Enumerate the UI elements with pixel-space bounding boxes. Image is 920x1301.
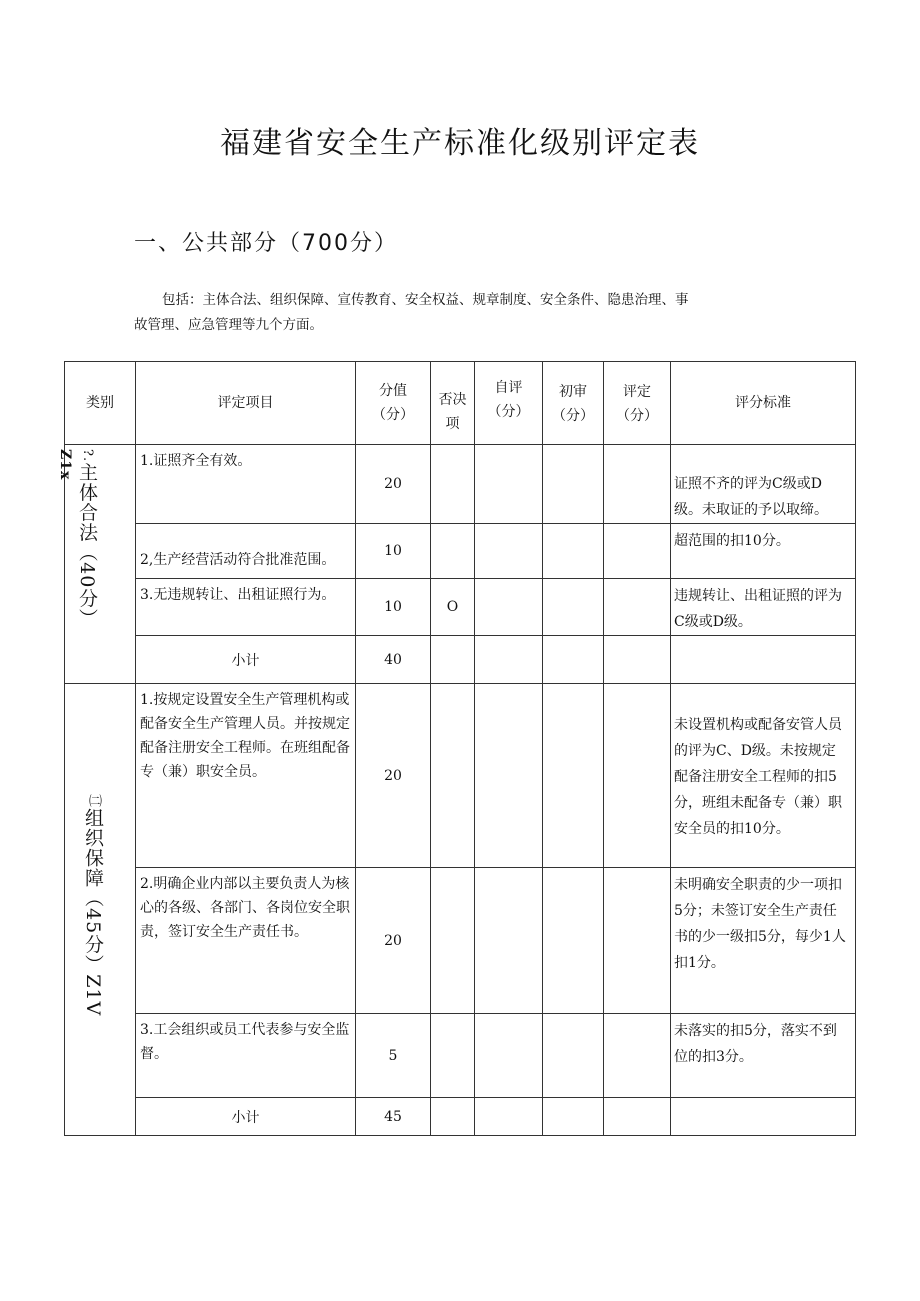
self-eval-cell[interactable] <box>475 868 543 1014</box>
item-cell: 1.按规定设置安全生产管理机构或配备安全生产管理人员。并按规定配备注册安全工程师。在班组配备专（兼）职安全员。 <box>136 684 356 868</box>
table-row <box>65 868 856 1014</box>
table-row <box>65 579 856 636</box>
initial-review-cell[interactable] <box>543 579 604 636</box>
initial-review-cell[interactable] <box>543 636 604 684</box>
section-heading: 一、公共部分（700分） <box>134 231 398 256</box>
header-category: 类别 <box>65 362 136 445</box>
header-self-eval: 自评 （分） <box>475 362 543 445</box>
category-cell <box>57 445 136 684</box>
intro-line-2: 故管理、应急管理等九个方面。 <box>134 317 323 333</box>
category-label: ㈡组织保障（45分）Z1V <box>82 794 104 1017</box>
score-cell: 20 <box>356 445 431 524</box>
final-eval-cell[interactable] <box>604 445 671 524</box>
score-cell: 10 <box>356 524 431 579</box>
category-cell <box>65 684 136 1136</box>
initial-review-cell[interactable] <box>543 1098 604 1136</box>
initial-review-cell[interactable] <box>543 684 604 868</box>
subtotal-score: 40 <box>356 636 431 684</box>
criteria-cell: 超范围的扣10分。 <box>671 524 856 579</box>
self-eval-cell[interactable] <box>475 579 543 636</box>
self-eval-cell[interactable] <box>475 1098 543 1136</box>
veto-cell <box>431 445 475 524</box>
veto-cell <box>431 1014 475 1098</box>
header-score: 分值 （分） <box>356 362 431 445</box>
category-label: ?.主体合法（40分） <box>76 449 98 629</box>
intro-line-1: 包括：主体合法、组织保障、宣传教育、安全权益、规章制度、安全条件、隐患治理、事 <box>162 292 689 308</box>
subtotal-label: 小计 <box>136 636 356 684</box>
intro-paragraph <box>134 288 784 338</box>
score-cell: 20 <box>356 684 431 868</box>
criteria-cell: 未明确安全职责的少一项扣5分；未签订安全生产责任书的少一级扣5分，每少1人扣1分。 <box>671 868 856 1014</box>
criteria-cell: 未落实的扣5分，落实不到位的扣3分。 <box>671 1014 856 1098</box>
criteria-cell <box>671 1098 856 1136</box>
criteria-cell: 违规转让、出租证照的评为C级或D级。 <box>671 579 856 636</box>
self-eval-cell[interactable] <box>475 524 543 579</box>
final-eval-cell[interactable] <box>604 684 671 868</box>
header-item: 评定项目 <box>136 362 356 445</box>
table-row <box>65 684 856 868</box>
subtotal-row <box>65 636 856 684</box>
self-eval-cell[interactable] <box>475 445 543 524</box>
subtotal-row <box>65 1098 856 1136</box>
score-cell: 5 <box>356 1014 431 1098</box>
veto-cell <box>431 636 475 684</box>
header-row <box>65 362 856 445</box>
final-eval-cell[interactable] <box>604 524 671 579</box>
item-cell: 3.无违规转让、出租证照行为。 <box>136 579 356 636</box>
self-eval-cell[interactable] <box>475 636 543 684</box>
header-criteria: 评分标准 <box>671 362 856 445</box>
veto-cell <box>431 868 475 1014</box>
criteria-cell <box>671 636 856 684</box>
self-eval-cell[interactable] <box>475 684 543 868</box>
final-eval-cell[interactable] <box>604 868 671 1014</box>
item-cell: 1.证照齐全有效。 <box>136 445 356 524</box>
veto-cell <box>431 684 475 868</box>
veto-cell <box>431 1098 475 1136</box>
veto-cell <box>431 524 475 579</box>
final-eval-cell[interactable] <box>604 636 671 684</box>
header-final-eval: 评定 （分） <box>604 362 671 445</box>
table-row <box>65 1014 856 1098</box>
item-cell: 2,生产经营活动符合批准范围。 <box>136 524 356 579</box>
table-row <box>65 445 856 524</box>
item-cell: 2.明确企业内部以主要负责人为核心的各级、各部门、各岗位安全职责，签订安全生产责任书。 <box>136 868 356 1014</box>
final-eval-cell[interactable] <box>604 579 671 636</box>
document-title: 福建省安全生产标准化级别评定表 <box>220 126 700 161</box>
subtotal-score: 45 <box>356 1098 431 1136</box>
subtotal-label: 小计 <box>136 1098 356 1136</box>
initial-review-cell[interactable] <box>543 868 604 1014</box>
criteria-cell: 未设置机构或配备安管人员的评为C、D级。未按规定配备注册安全工程师的扣5分，班组未配备专（兼）职安全员的扣10分。 <box>671 684 856 868</box>
item-cell: 3.工会组织或员工代表参与安全监督。 <box>136 1014 356 1098</box>
score-cell: 20 <box>356 868 431 1014</box>
table-row <box>65 524 856 579</box>
initial-review-cell[interactable] <box>543 445 604 524</box>
criteria-cell: 证照不齐的评为C级或D级。未取证的予以取缔。 <box>671 445 856 524</box>
final-eval-cell[interactable] <box>604 1014 671 1098</box>
veto-cell: O <box>431 579 475 636</box>
header-initial-review: 初审 （分） <box>543 362 604 445</box>
final-eval-cell[interactable] <box>604 1098 671 1136</box>
self-eval-cell[interactable] <box>475 1014 543 1098</box>
score-cell: 10 <box>356 579 431 636</box>
initial-review-cell[interactable] <box>543 1014 604 1098</box>
header-veto: 否决 项 <box>431 362 475 445</box>
initial-review-cell[interactable] <box>543 524 604 579</box>
category-suffix: Z1x <box>57 449 73 481</box>
evaluation-table <box>57 361 856 1136</box>
